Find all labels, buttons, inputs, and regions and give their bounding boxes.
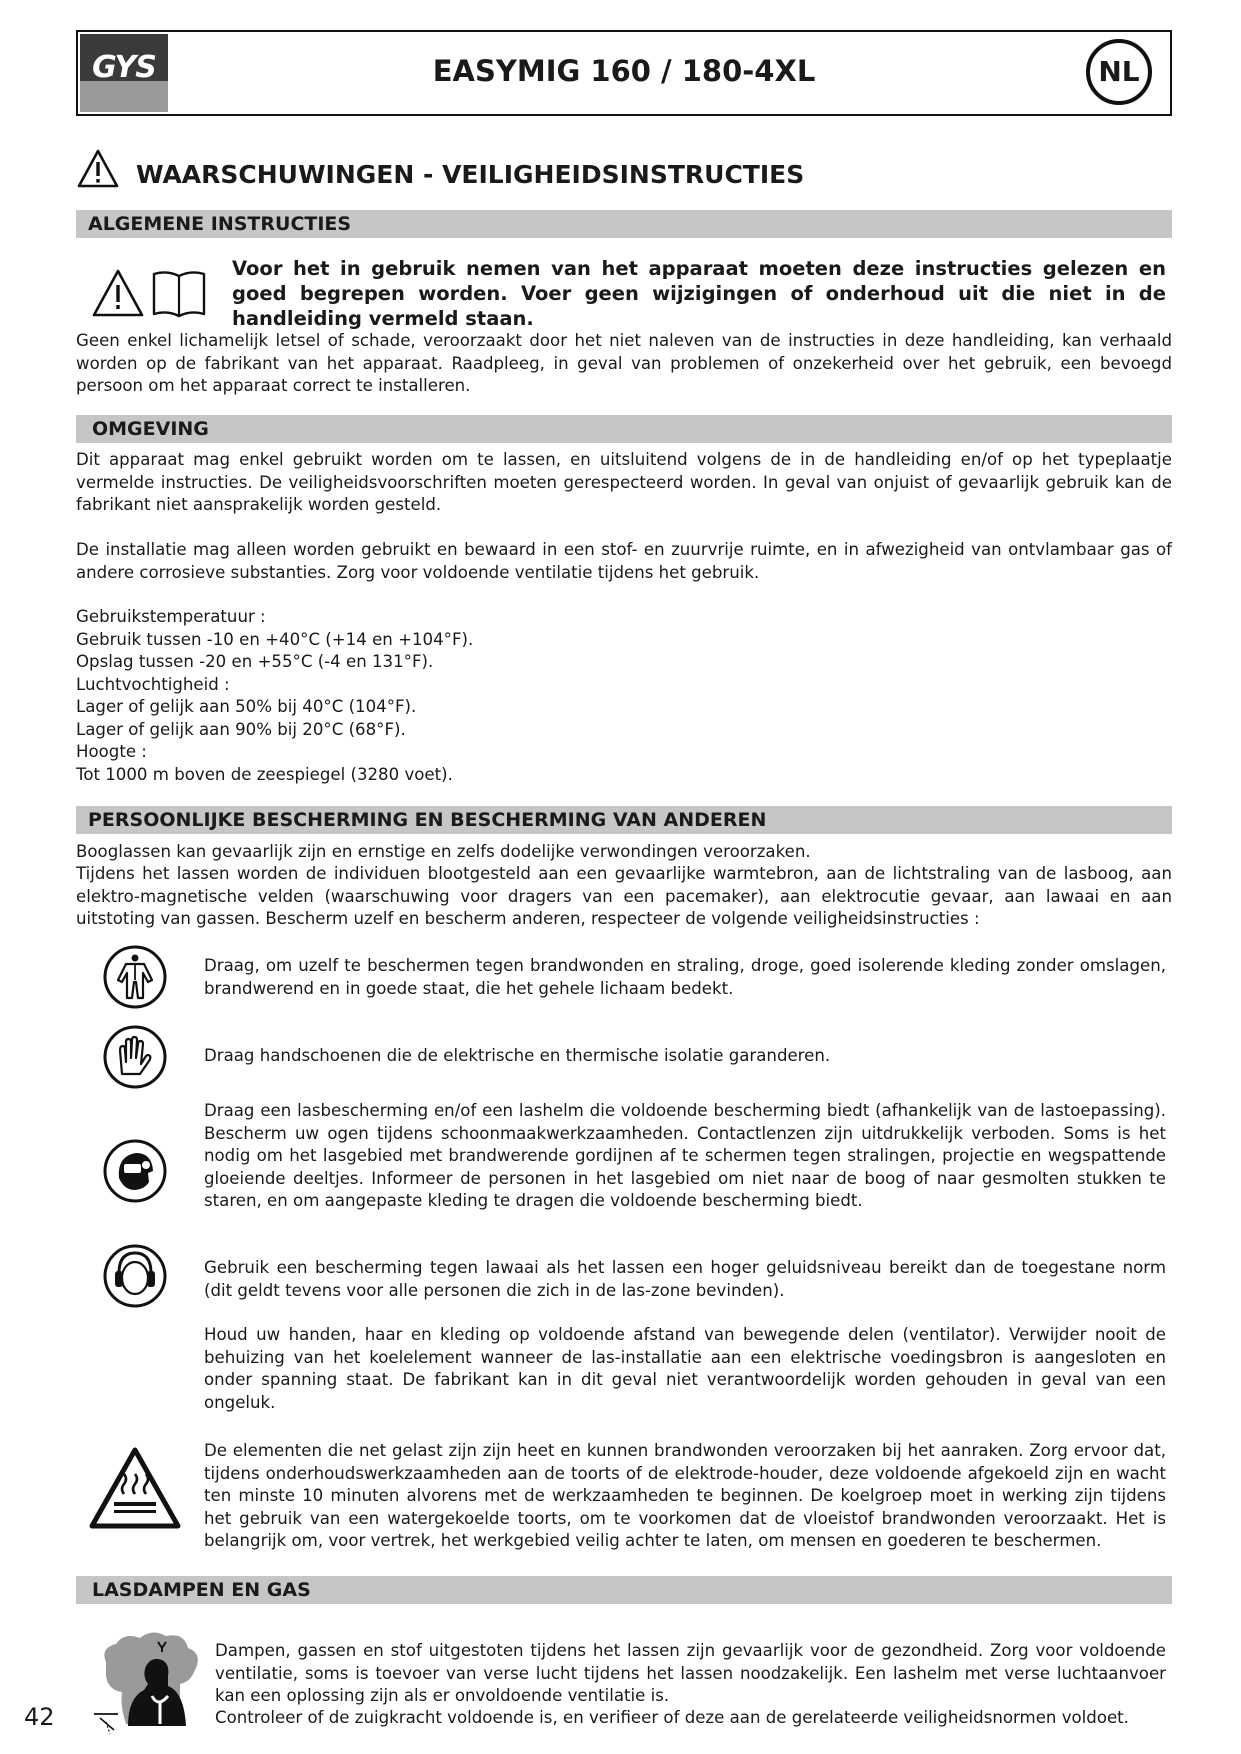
hot-parts-text: De elementen die net gelast zijn zijn heet en kunnen brandwonden veroorzaken bij het aanraken. Zorg ervoor dat, tijdens onderhoudswerkzaamheden aan de toorts of de elektrode-houder, deze voldoende afgekoeld zijn en wacht ten minste 10 minuten alvorens met de werkzaamheden te beginnen. De koelgroep moet in werking zijn tijdens het gebruik van een watergekoelde toorts, om te voorkomen dat de vloeistof brandwonden veroorzaakt. Het is belangrijk om, voor vertrek, het werkgebied veilig achter te laten, om mensen en goederen te beschermen.: [204, 1441, 1166, 1550]
fumes-para-1: Dampen, gassen en stof uitgestoten tijdens het lassen zijn gevaarlijk voor de gezondheid. Zorg voor voldoende ventilatie, soms is toevoer van verse lucht tijdens het lassen noodzakelijk. Een lashelm met verse luchtaanvoer kan een oplossing zijn als er onvoldoende ventilatie is.: [215, 1641, 1166, 1705]
spec-line: Gebruikstemperatuur :: [76, 607, 266, 626]
general-intro-bold: Voor het in gebruik nemen van het apparaat moeten deze instructies gelezen en goed begrepen worden. Voer geen wijzigingen of onderhoud uit die niet in de handleiding vermeld staan.: [232, 257, 1166, 330]
main-heading: [76, 148, 1176, 196]
moving-parts-text: Houd uw handen, haar en kleding op voldoende afstand van bewegende delen (ventilator). Verwijder nooit de behuizing van het koelelement wanneer de las-installatie aan een elektrische voedingsbron is aangesloten en onder spanning staat. De fabrikant kan in dit geval niet verantwoordelijk worden gehouden in geval van een ongeluk.: [204, 1325, 1166, 1412]
main-heading-text: WAARSCHUWINGEN - VEILIGHEIDSINSTRUCTIES: [136, 160, 805, 189]
spec-line: Hoogte :: [76, 742, 147, 761]
spec-line: Tot 1000 m boven de zeespiegel (3280 voet).: [76, 764, 453, 784]
spec-line: Luchtvochtigheid :: [76, 674, 230, 694]
model-title: EASYMIG 160 / 180-4XL: [432, 54, 816, 88]
protection-intro-1: Booglassen kan gevaarlijk zijn en ernstige en zelfs dodelijke verwondingen veroorzaken.: [76, 842, 811, 861]
fumes-para-2: Controleer of de zuigkracht voldoende is, en verifieer of deze aan de gerelateerde veiligheidsnormen voldoet.: [215, 1708, 1129, 1727]
protection-intro-2: Tijdens het lassen worden de individuen blootgesteld aan een gevaarlijke warmtebron, aan de lichtstraling van de lasboog, aan elektro-magnetische velden (waarschuwing voor dragers van een pacemaker), aan elektrocutie gevaar, aan lawaai en aan uitstoting van gassen. Bescherm uzelf en bescherm anderen, respecteer de volgende veiligheidsinstructies :: [76, 864, 1172, 928]
spec-line: Lager of gelijk aan 50% bij 40°C (104°F).: [76, 697, 417, 716]
protective-gloves-icon: [102, 1024, 168, 1090]
eyes-text: Draag een lasbescherming en/of een lashelm die voldoende bescherming biedt (afhankelijk van de lastoepassing). Bescherm uw ogen tijdens schoonmaakwerkzaamheden. Contactlenzen zijn uitdrukkelijk verboden. Soms is het nodig om het lasgebied met brandwerende gordijnen af te schermen tegen stralingen, projectie en wegspattende gloeiende deeltjes. Informeer de personen in het lasgebied om niet naar de boog of naar gesmolten stukken te staren, en om aangepaste kleding te dragen die voldoende bescherming biedt.: [204, 1101, 1166, 1210]
section-title-protection: PERSOONLIJKE BESCHERMING EN BESCHERMING VAN ANDEREN: [76, 806, 1172, 834]
general-body: Geen enkel lichamelijk letsel of schade, veroorzaakt door het niet naleven van de instructies in deze handleiding, kan verhaald worden op de fabrikant van het apparaat. Raadpleeg, in geval van problemen of onzekerheid over het gebruik, een bevoegd persoon om het apparaat correct te installeren.: [76, 331, 1172, 395]
welding-helmet-icon: [102, 1138, 168, 1204]
language-badge: NL: [1086, 39, 1152, 105]
hearing-text: Gebruik een bescherming tegen lawaai als het lassen een hoger geluidsniveau bereikt dan de toegestane norm (dit geldt tevens voor alle personen die zich in de las-zone bevinden).: [204, 1258, 1166, 1300]
gloves-text: Draag handschoenen die de elektrische en thermische isolatie garanderen.: [204, 1046, 831, 1065]
read-manual-icon: [92, 268, 210, 320]
clothing-text: Draag, om uzelf te beschermen tegen brandwonden en straling, droge, goed isolerende kleding zonder omslagen, brandwerend en in goede staat, die het gehele lichaam bedekt.: [204, 956, 1166, 998]
spec-line: Opslag tussen -20 en +55°C (-4 en 131°F).: [76, 652, 434, 671]
environment-para-2: De installatie mag alleen worden gebruikt en bewaard in een stof- en zuurvrije ruimte, en in afwezigheid van ontvlambaar gas of andere corrosieve substanties. Zorg voor voldoende ventilatie tijdens het gebruik.: [76, 540, 1172, 582]
page-number: 42: [24, 1703, 55, 1731]
welding-fumes-icon: [88, 1626, 212, 1736]
logo-text: GYS: [92, 50, 156, 85]
gys-logo: [80, 34, 168, 112]
section-title-fumes: LASDAMPEN EN GAS: [76, 1576, 1172, 1604]
warning-triangle-icon: [76, 148, 120, 190]
hearing-protection-icon: [102, 1243, 168, 1309]
protective-clothing-icon: [102, 944, 168, 1010]
hot-surface-warning-icon: [88, 1446, 182, 1530]
page-header: [76, 30, 1172, 116]
section-title-environment: OMGEVING: [76, 415, 1172, 443]
environment-specs: [76, 606, 1172, 786]
spec-line: Gebruik tussen -10 en +40°C (+14 en +104°F).: [76, 629, 474, 649]
spec-line: Lager of gelijk aan 90% bij 20°C (68°F).: [76, 719, 406, 739]
section-title-general: ALGEMENE INSTRUCTIES: [76, 210, 1172, 238]
environment-para-1: Dit apparaat mag enkel gebruikt worden om te lassen, en uitsluitend volgens de in de handleiding en/of op het typeplaatje vermelde instructies. De veiligheidsvoorschriften moeten gerespecteerd worden. In geval van onjuist of gevaarlijk gebruik kan de fabrikant niet aansprakelijk worden gesteld.: [76, 450, 1172, 514]
